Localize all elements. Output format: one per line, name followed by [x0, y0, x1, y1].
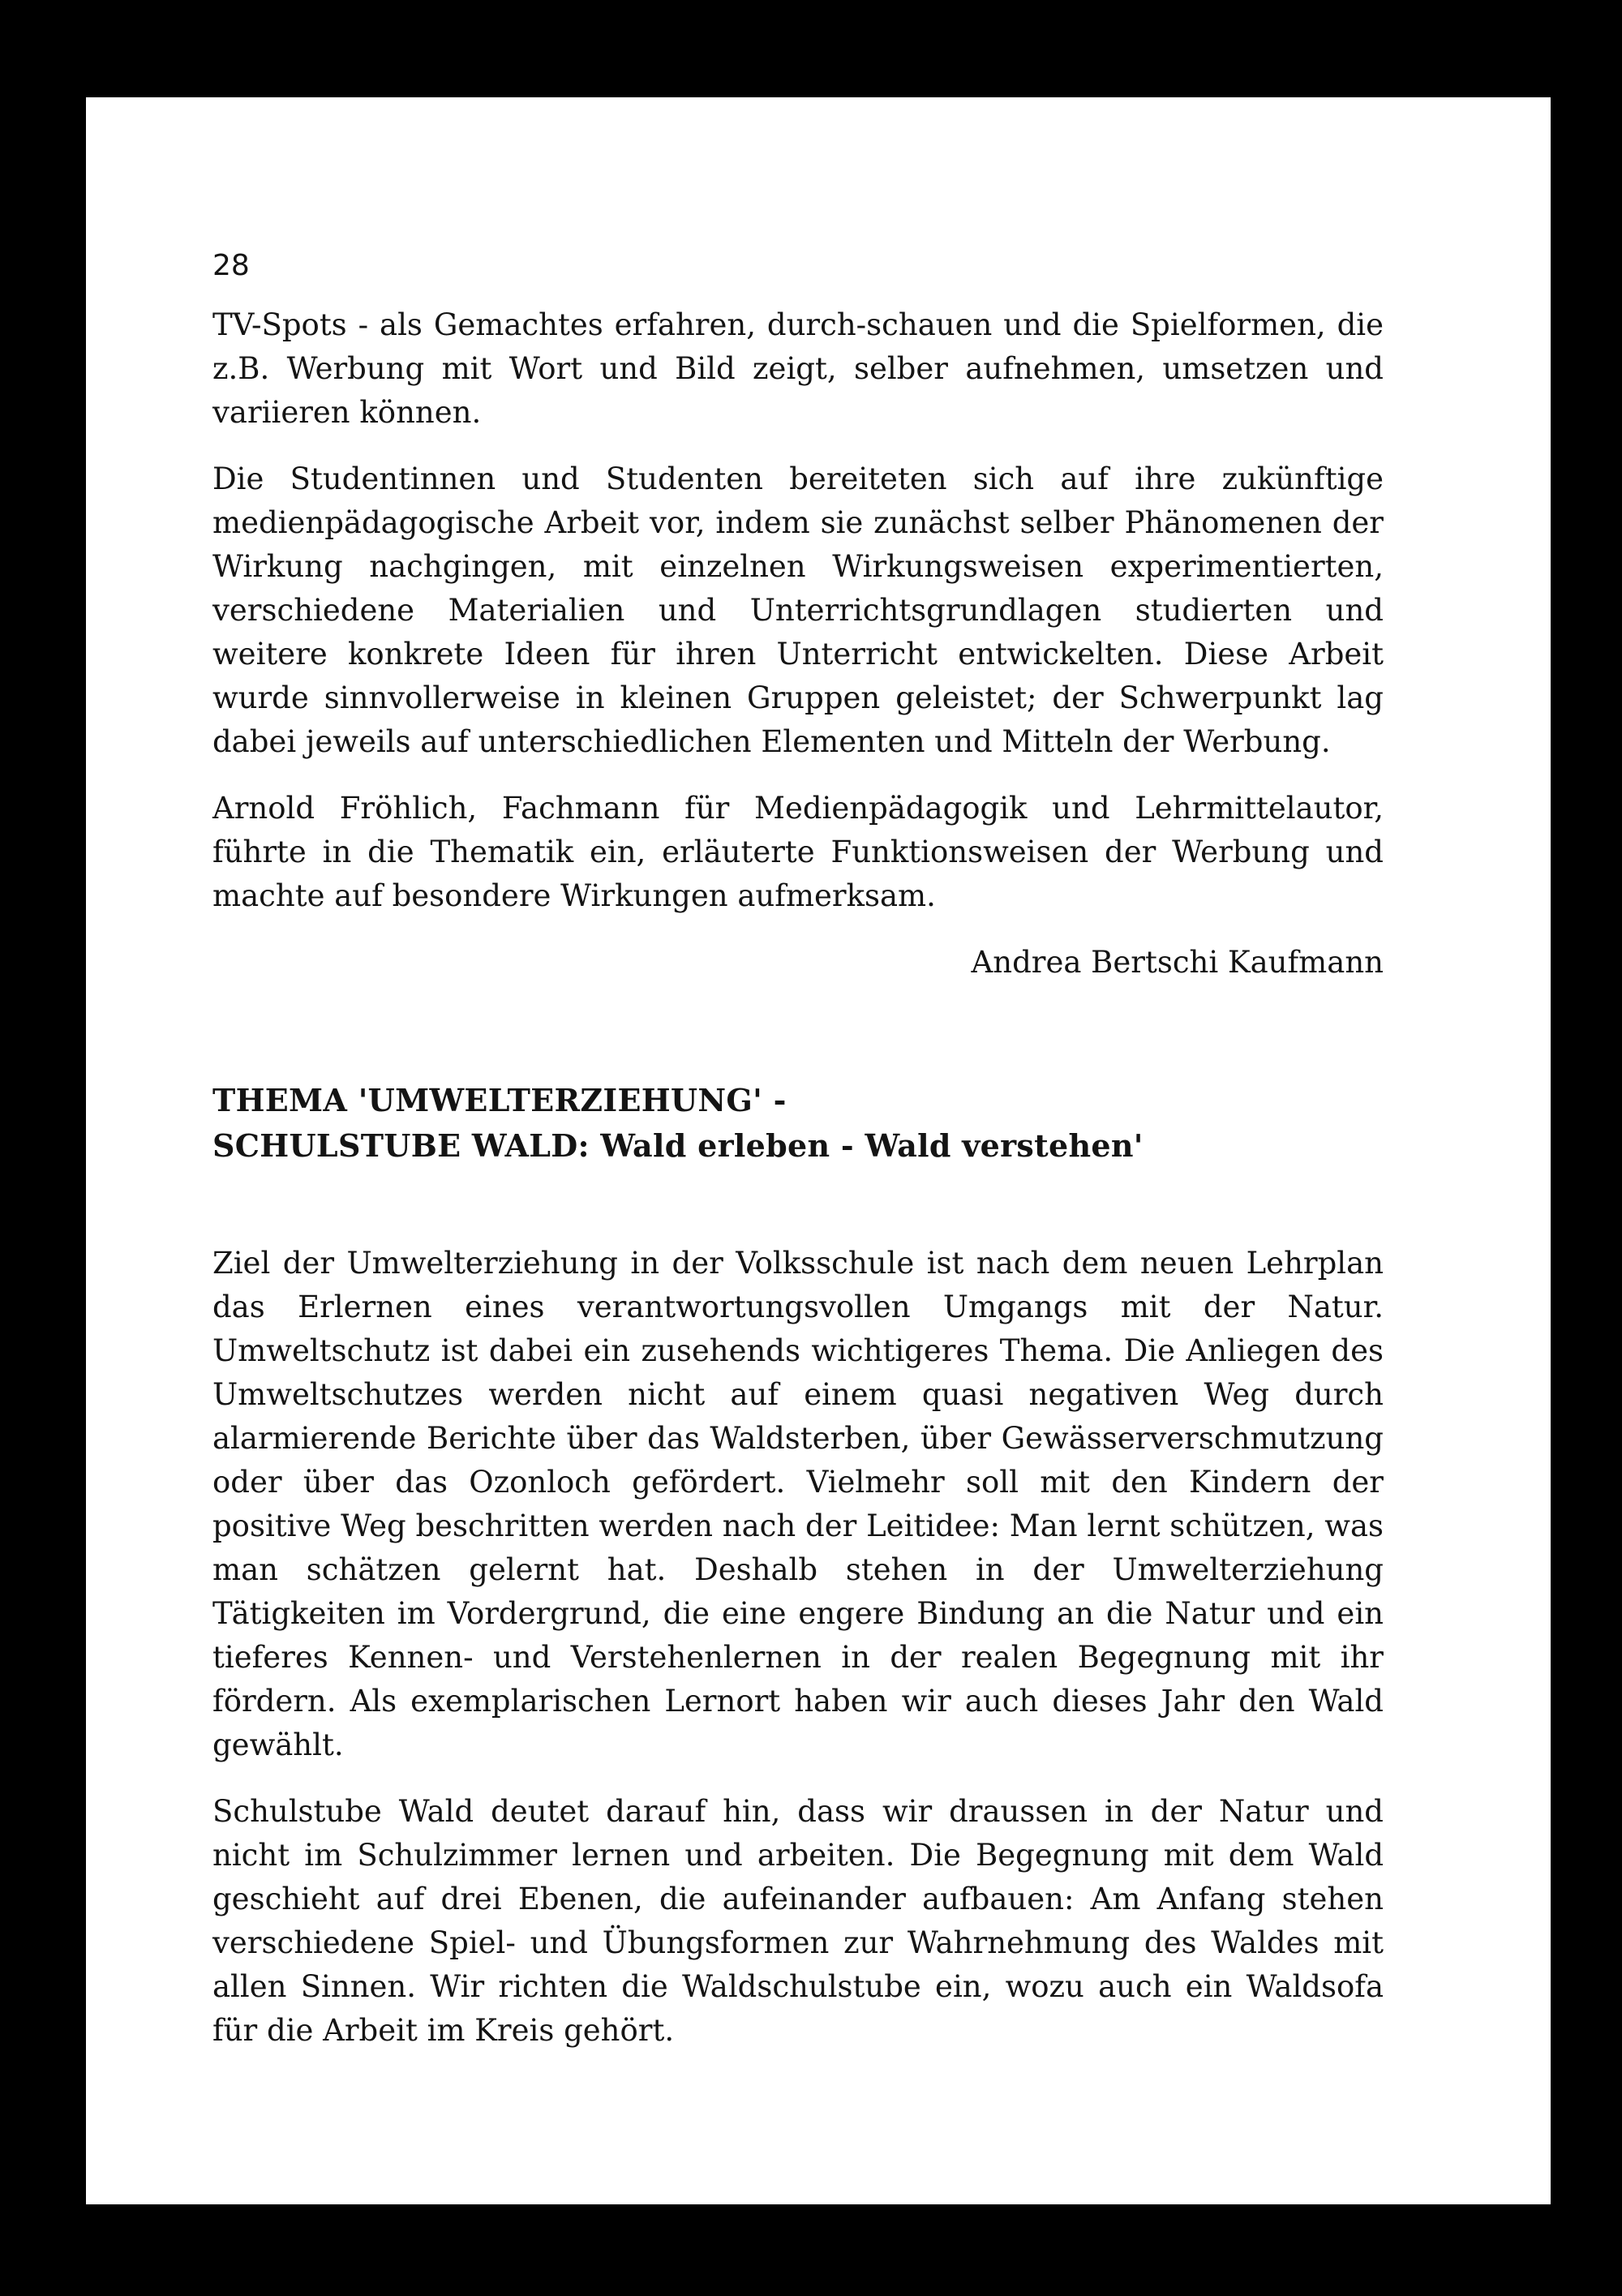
paragraph-studentinnen: Die Studentinnen und Studenten bereiteten sich auf ihre zukünftige medienpädagogische Arbeit vor, indem sie zunächst selber Phänomenen der Wirkung nachgingen, mit einzelnen Wirkungsweisen experimentierten, verschiedene Materialien und Unterrichtsgrundlagen studierten und weitere konkrete Ideen für ihren Unterricht entwickelten. Diese Arbeit wurde sinnvollerweise in kleinen Gruppen geleistet; der Schwerpunkt lag dabei jeweils auf unterschiedlichen Elementen und Mitteln der Werbung. — [212, 461, 1384, 759]
section-heading — [212, 1078, 1384, 1169]
page-number: 28 — [212, 249, 250, 282]
paragraph-schulstube-wald: Schulstube Wald deutet darauf hin, dass wir draussen in der Natur und nicht im Schulzimmer lernen und arbeiten. Die Begegnung mit dem Wald geschieht auf drei Ebenen, die aufeinander aufbauen: Am Anfang stehen verschiedene Spiel- und Übungsformen zur Wahrnehmung des Waldes mit allen Sinnen. Wir richten die Waldschulstube ein, wozu auch ein Waldsofa für die Arbeit im Kreis gehört. — [212, 1794, 1384, 2048]
page-content — [212, 251, 1384, 2075]
section-heading-line-2: SCHULSTUBE WALD: Wald erleben - Wald verstehen' — [212, 1127, 1144, 1164]
document-page — [86, 97, 1551, 2204]
author-signature: Andrea Bertschi Kaufmann — [971, 945, 1384, 980]
paragraph-ziel-umwelterziehung: Ziel der Umwelterziehung in der Volksschule ist nach dem neuen Lehrplan das Erlernen eines verantwortungsvollen Umgangs mit der Natur. Umweltschutz ist dabei ein zusehends wichtigeres Thema. Die Anliegen des Umweltschutzes werden nicht auf einem quasi negativen Weg durch alarmierende Berichte über das Waldsterben, über Gewässerverschmutzung oder über das Ozonloch gefördert. Vielmehr soll mit den Kindern der positive Weg beschritten werden nach der Leitidee: Man lernt schützen, was man schätzen gelernt hat. Deshalb stehen in der Umwelterziehung Tätigkeiten im Vordergrund, die eine engere Bindung an die Natur und ein tieferes Kennen- und Verstehenlernen in der realen Begegnung mit ihr fördern. Als exemplarischen Lernort haben wir auch dieses Jahr den Wald gewählt. — [212, 1246, 1384, 1762]
section-heading-line-1: THEMA 'UMWELTERZIEHUNG' - — [212, 1082, 787, 1118]
paragraph-tv-spots: TV-Spots - als Gemachtes erfahren, durch-schauen und die Spielformen, die z.B. Werbung mit Wort und Bild zeigt, selber aufnehmen, umsetzen und variieren können. — [212, 307, 1384, 430]
paragraph-arnold-froehlich: Arnold Fröhlich, Fachmann für Medienpädagogik und Lehrmittelautor, führte in die Thematik ein, erläuterte Funktionsweisen der Werbung und machte auf besondere Wirkungen aufmerksam. — [212, 791, 1384, 913]
